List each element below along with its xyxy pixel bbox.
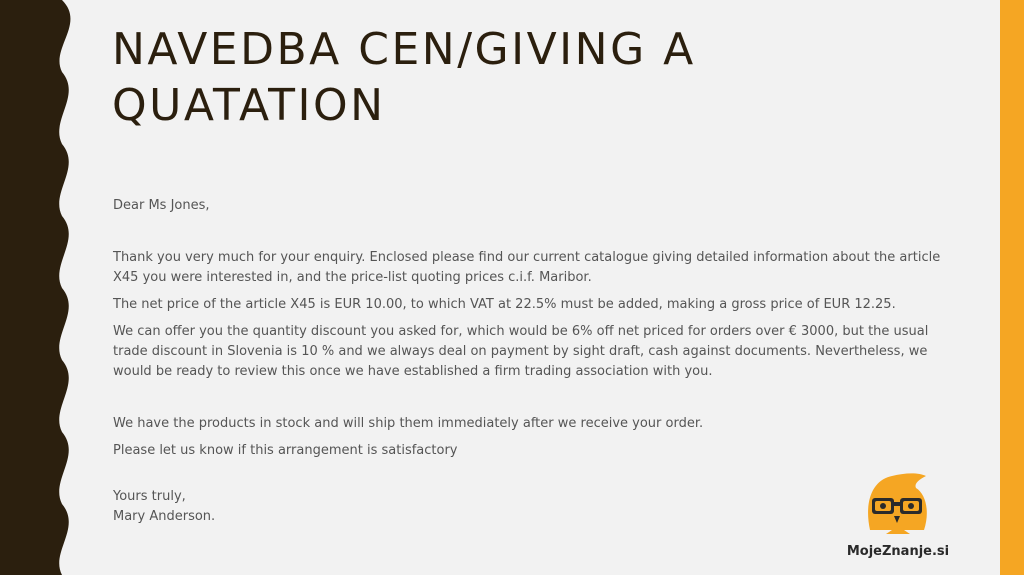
- paragraph-stock: We have the products in stock and will ship them immediately after we receive your order.: [113, 416, 704, 431]
- accent-bar: [1000, 0, 1024, 575]
- logo: [836, 472, 960, 566]
- letter-body: [113, 196, 953, 527]
- paragraph-enquiry: Thank you very much for your enquiry. Enclosed please find our current catalogue giving detailed information about the article X45 you were interested in, and the price-list quoting prices c.i.f. Maribor.: [113, 250, 941, 285]
- paragraph-request: Please let us know if this arrangement is satisfactory: [113, 443, 458, 458]
- closing: Yours truly,: [113, 489, 186, 504]
- signature: Mary Anderson.: [113, 509, 216, 524]
- paragraph-discount: We can offer you the quantity discount you asked for, which would be 6% off net priced for orders over € 3000, but the usual trade discount in Slovenia is 10 % and we always deal on payment by sight draft, cash against documents. Nevertheless, we would be ready to review this once we have established a firm trading association with you.: [113, 324, 929, 379]
- wave-border-decoration: [0, 0, 80, 575]
- paragraph-price: The net price of the article X45 is EUR 10.00, to which VAT at 22.5% must be added, making a gross price of EUR 12.25.: [113, 297, 896, 312]
- salutation: Dear Ms Jones,: [113, 198, 210, 213]
- page-title: NAVEDBA CEN/GIVING A QUATATION: [112, 24, 696, 131]
- logo-text: MojeZnanje.si: [846, 544, 950, 559]
- owl-glasses-icon: [866, 472, 930, 542]
